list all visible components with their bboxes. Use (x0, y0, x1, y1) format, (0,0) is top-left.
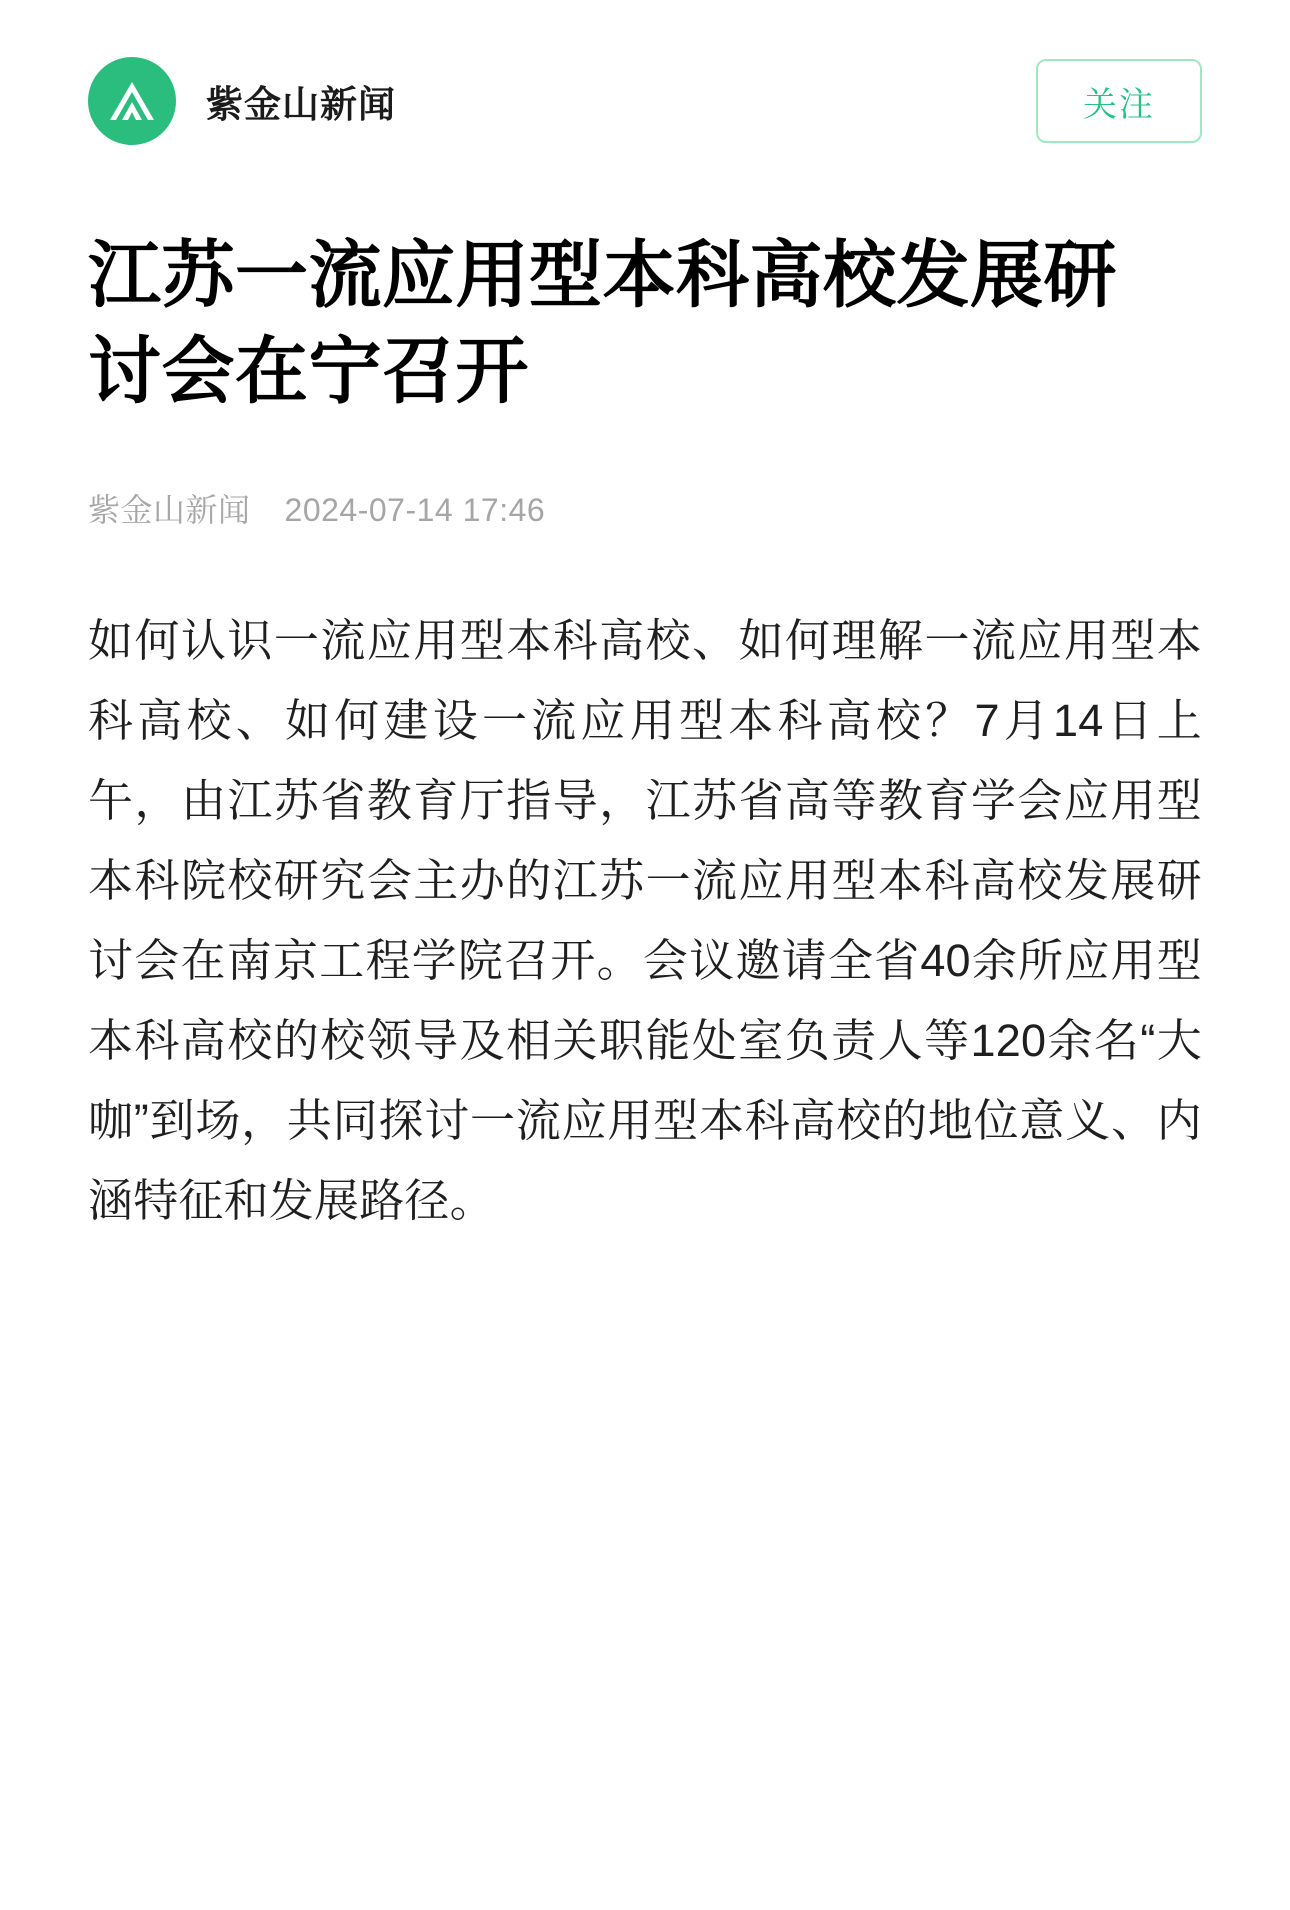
article-source: 紫金山新闻 (88, 491, 251, 528)
article-paragraph: 如何认识一流应用型本科高校、如何理解一流应用型本科高校、如何建设一流应用型本科高校？7月14日上午，由江苏省教育厅指导，江苏省高等教育学会应用型本科院校研究会主办的江苏一流应用型本科高校发展研讨会在南京工程学院召开。会议邀请全省40余所应用型本科高校的校领导及相关职能处室负责人等120余名“大咖”到场，共同探讨一流应用型本科高校的地位意义、内涵特征和发展路径。 (88, 614, 1202, 1227)
article-content (88, 601, 1202, 1366)
article-body-container (88, 170, 1202, 1365)
page-title: 江苏一流应用型本科高校发展研讨会在宁召开 (88, 235, 1117, 413)
publisher-header (88, 0, 1202, 170)
publisher-name: 紫金山新闻 (206, 84, 396, 125)
follow-button[interactable]: 关注 (1036, 59, 1202, 143)
article-meta (88, 485, 1202, 531)
article-timestamp: 2024-07-14 17:46 (284, 491, 546, 528)
mountain-logo-icon (104, 78, 160, 124)
publisher-avatar[interactable] (88, 57, 176, 145)
